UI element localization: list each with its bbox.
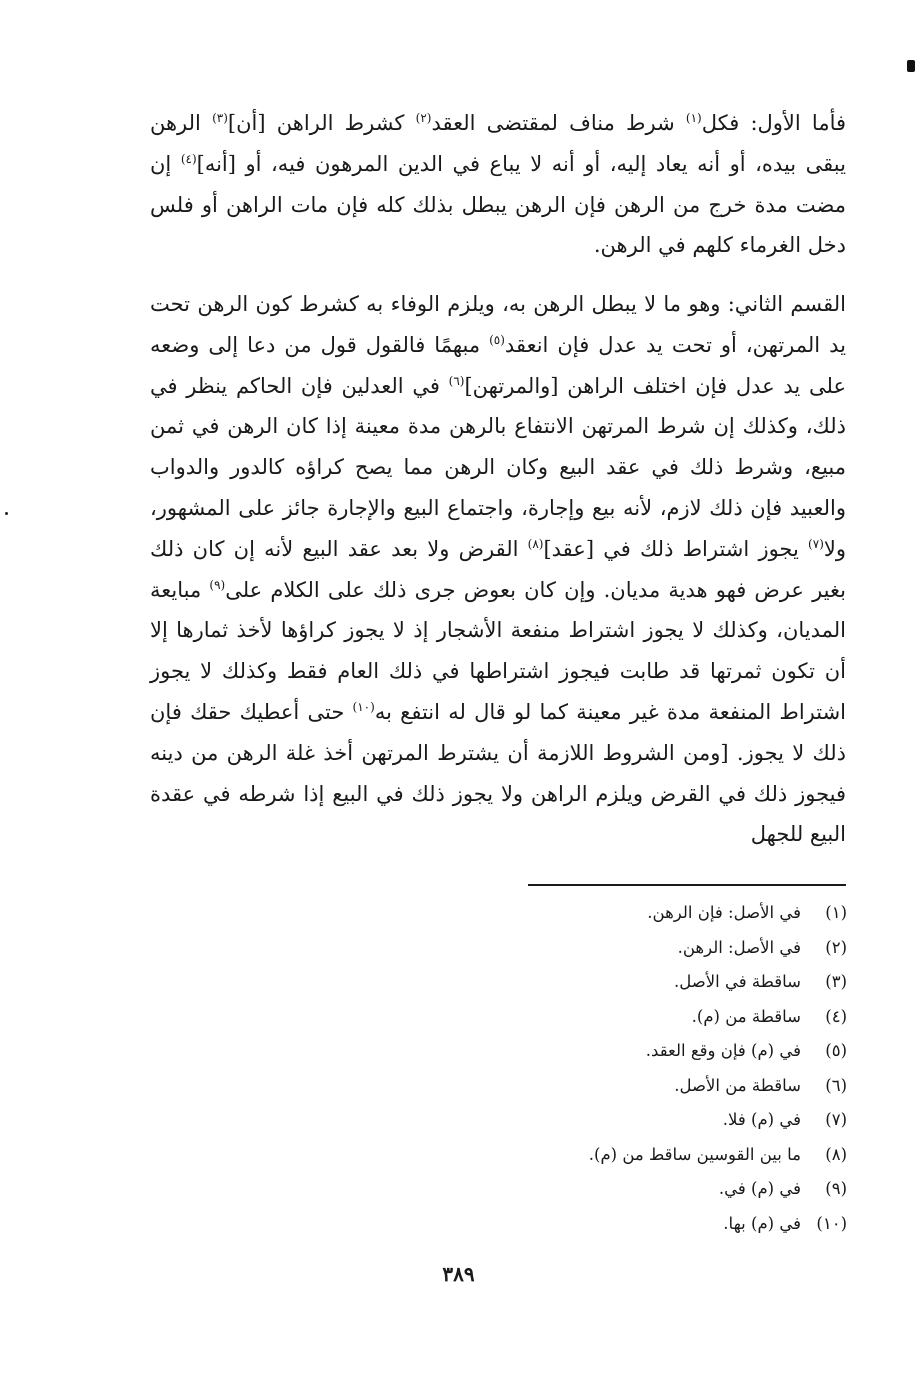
text-run: يجوز اشتراط ذلك في [عقد] <box>543 536 809 561</box>
footnote-text: ما بين القوسين ساقط من (م). <box>588 1144 801 1164</box>
footnote-reference: (٨) <box>527 536 544 551</box>
footnote-item <box>327 1138 847 1173</box>
footnote-reference: (٥) <box>489 332 505 347</box>
footnote-item <box>327 1103 847 1138</box>
footnote-text: في الأصل: الرهن. <box>677 937 801 957</box>
footnote-number: (٦) <box>825 1075 847 1095</box>
footnote-number: (٩) <box>825 1179 847 1198</box>
footnote-text: في (م) بها. <box>723 1213 801 1233</box>
footnote-text: في (م) فإن وقع العقد. <box>645 1041 801 1060</box>
footnote-reference: (٧) <box>808 536 824 551</box>
text-run: إن مضت مدة خرج من الرهن فإن الرهن يبطل بذلك كله فإن مات الراهن أو فلس دخل الغرماء كلهم في الرهن. <box>150 151 846 258</box>
footnotes-list <box>327 896 847 1241</box>
footnote-number: (٣) <box>825 972 847 991</box>
footnote-reference: (٦) <box>448 373 465 388</box>
margin-ink-mark <box>907 60 915 72</box>
footnote-item <box>327 1172 847 1207</box>
footnote-item <box>327 965 847 1000</box>
text-run: فأما الأول: فكل <box>701 111 847 135</box>
footnote-separator <box>528 884 846 886</box>
text-run: في العدلين فإن الحاكم ينظر في ذلك، وكذلك إن شرط المرتهن الانتفاع بالرهن مدة معينة إذا كان الرهن في ثمن مبيع، وشرط ذلك في عقد البيع وكان الرهن مما يصح كراؤه كالدور والدواب والعبيد فإن ذلك لازم، لأنه بيع وإجارة، واجتماع البيع والإجارة جائز على المشهور، ولا <box>150 373 846 561</box>
body-paragraph-1 <box>150 103 846 266</box>
footnote-item <box>327 1000 847 1035</box>
text-run: القرض ولا بعد عقد البيع لأنه إن كان ذلك بغير عرض فهو هدية مديان. وإن كان بعوض جرى ذلك على الكلام على <box>150 536 846 602</box>
text-run: الرهن يبقى بيده، أو أنه يعاد إليه، أو أنه لا يباع في الدين المرهون فيه، أو [أنه] <box>150 111 846 176</box>
footnote-item <box>327 1034 847 1069</box>
footnote-number: (٥) <box>825 1041 847 1060</box>
footnote-text: في (م) فلا. <box>722 1110 801 1129</box>
footnote-text: ساقطة من (م). <box>691 1006 801 1026</box>
footnote-number: (٧) <box>825 1110 847 1129</box>
footnote-reference: (٣) <box>212 111 228 125</box>
text-run: كشرط الراهن [أن] <box>227 111 416 135</box>
footnote-reference: (١٠) <box>352 699 375 714</box>
text-run: مبهمًا فالقول قول من دعا إلى وضعه على يد عدل فإن اختلف الراهن [والمرتهن] <box>150 332 846 398</box>
footnote-text: ساقطة في الأصل. <box>674 972 801 991</box>
text-run: القسم الثاني: وهو ما لا يبطل الرهن به، ويلزم الوفاء به كشرط كون الرهن تحت يد المرتهن، أو تحت يد عدل فإن انعقد <box>150 292 846 357</box>
footnote-number: (٨) <box>825 1144 847 1164</box>
footnote-text: في (م) في. <box>718 1179 801 1198</box>
footnote-text: ساقطة من الأصل. <box>674 1075 801 1095</box>
footnote-text: في الأصل: فإن الرهن. <box>647 903 801 922</box>
footnote-reference: (١) <box>685 111 702 125</box>
footnote-item <box>327 931 847 966</box>
footnote-reference: (٩) <box>209 577 226 592</box>
footnote-reference: (٤) <box>180 151 197 166</box>
footnote-number: (٤) <box>825 1006 847 1026</box>
text-run: حتى أعطيك حقك فإن ذلك لا يجوز. [ومن الشروط اللازمة أن يشترط المرتهن أخذ غلة الرهن من دينه فيجوز ذلك في القرض ويلزم الراهن ولا يجوز ذلك في البيع إذا شرطه في عقدة البيع للجهل <box>150 699 847 847</box>
footnote-number: (١) <box>825 903 847 922</box>
text-run: مبايعة المديان، وكذلك لا يجوز اشتراط منفعة الأشجار إذ لا يجوز كراؤها لأخذ ثمارها إلا أن تكون ثمرتها قد طابت فيجوز اشتراطها في ذلك العام فقط وكذلك لا يجوز اشتراط المنفعة مدة غير معينة كما لو قال له انتفع به <box>150 577 847 724</box>
text-run: شرط مناف لمقتضى العقد <box>431 111 686 135</box>
body-paragraph-2 <box>150 284 846 855</box>
footnote-item <box>327 1207 847 1242</box>
footnote-item <box>327 896 847 931</box>
footnote-reference: (٢) <box>415 111 432 125</box>
footnote-item <box>327 1069 847 1104</box>
page-number: ٣٨٩ <box>442 1262 475 1286</box>
footnote-number: (٢) <box>825 937 847 957</box>
stray-ink-dot <box>5 512 8 515</box>
footnote-number: (١٠) <box>816 1213 847 1233</box>
